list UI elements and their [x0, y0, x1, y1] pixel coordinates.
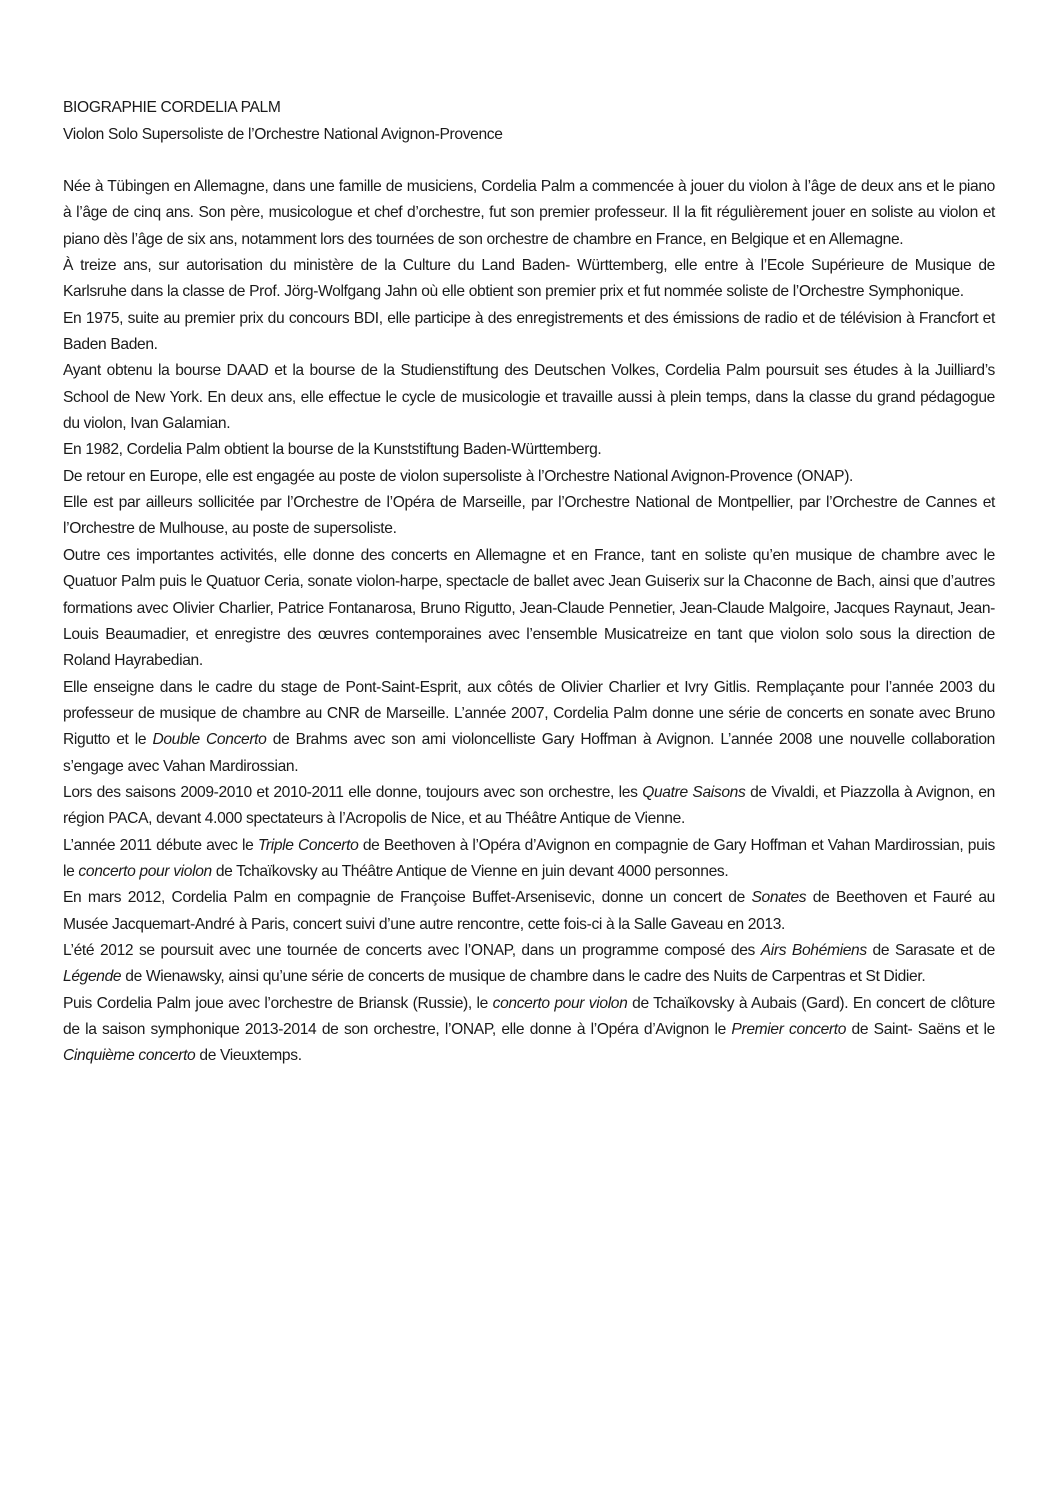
biography-paragraph: [63, 358, 995, 437]
biography-paragraph: [63, 490, 995, 543]
biography-paragraph: [63, 885, 995, 938]
biography-paragraph: [63, 437, 995, 463]
italic-work-title: Airs Bohémiens: [760, 941, 867, 959]
spacer: [63, 148, 995, 174]
italic-work-title: Double Concerto: [152, 731, 267, 749]
paragraph-text: de Beethoven à l’Opéra d’Avignon en compagnie de Gary Hoffman et Vahan Mardirossian, puis le: [63, 836, 995, 880]
paragraph-text: L’été 2012 se poursuit avec une tournée de concerts avec l’ONAP, dans un programme composé des: [63, 941, 761, 959]
biography-paragraph: [63, 174, 995, 253]
paragraph-text: De retour en Europe, elle est engagée au poste de violon supersoliste à l’Orchestre National Avignon-Provence (ONAP).: [63, 467, 854, 485]
biography-paragraph: [63, 991, 995, 1070]
paragraph-text: Outre ces importantes activités, elle donne des concerts en Allemagne et en France, tant en soliste qu’en musique de chambre avec le Quatuor Palm puis le Quatuor Ceria, sonate violon-harpe, spectacle de ballet avec Jean Guiserix sur la Chaconne de Bach, ainsi que d’autres formations avec Olivier Charlier, Patrice Fontanarosa, Bruno Rigutto, Jean-Claude Pennetier, Jean-Claude Malgoire, Jacques Raynaut, Jean-Louis Beaumadier, et enregistre des œuvres contemporaines avec l’ensemble Musicatreize en tant que violon solo sous la direction de Roland Hayrabedian.: [63, 546, 995, 670]
paragraph-text: Elle est par ailleurs sollicitée par l’Orchestre de l’Opéra de Marseille, par l’Orchestre National de Montpellier, par l’Orchestre de Cannes et l’Orchestre de Mulhouse, au poste de supersoliste.: [63, 494, 995, 538]
biography-paragraph: [63, 938, 995, 991]
paragraph-text: Elle enseigne dans le cadre du stage de Pont-Saint-Esprit, aux côtés de Olivier Charlier et Ivry Gitlis. Remplaçante pour l’année 2003 du professeur de musique de chambre au CNR de Marseille. L’année 2007, Cordelia Palm donne une série de concerts en sonate avec Bruno Rigutto et le: [63, 678, 995, 749]
paragraph-text: Ayant obtenu la bourse DAAD et la bourse de la Studienstiftung des Deutschen Volkes, Cordelia Palm poursuit ses études à la Juilliard’s School de New York. En deux ans, elle effectue le cycle de musicologie et travaille aussi à plein temps, dans la classe du grand pédagogue du violon, Ivan Galamian.: [63, 362, 995, 433]
italic-work-title: Premier concerto: [731, 1021, 847, 1038]
italic-work-title: concerto pour violon: [492, 994, 628, 1012]
biography-paragraph: [63, 306, 995, 359]
italic-work-title: concerto pour violon: [78, 862, 212, 880]
paragraph-text: L’année 2011 débute avec le: [63, 836, 258, 854]
paragraph-text: À treize ans, sur autorisation du ministère de la Culture du Land Baden- Württemberg, elle entre à l’Ecole Supérieure de Musique de Karlsruhe dans la classe de Prof. Jörg-Wolfgang Jahn où elle obtient son premier prix et fut nommée soliste de l’Orchestre Symphonique.: [63, 257, 995, 301]
paragraph-text: de Saint- Saëns et le: [846, 1021, 995, 1038]
italic-work-title: Sonates: [751, 889, 807, 907]
biography-paragraph: [63, 464, 995, 490]
italic-work-title: Cinquième concerto: [63, 1047, 196, 1065]
document-page: [63, 95, 995, 1070]
paragraph-text: de Vivaldi, et Piazzolla à Avignon, en région PACA, devant 4.000 spectateurs à l’Acropolis de Nice, et au Théâtre Antique de Vienne.: [63, 783, 995, 828]
paragraph-text: En 1982, Cordelia Palm obtient la bourse de la Kunststiftung Baden-Württemberg.: [63, 441, 602, 459]
biography-paragraph: [63, 780, 995, 833]
document-subtitle: Violon Solo Supersoliste de l’Orchestre National Avignon-Provence: [63, 125, 503, 143]
paragraph-text: Puis Cordelia Palm joue avec l’orchestre de Briansk (Russie), le: [63, 994, 493, 1012]
paragraph-text: En 1975, suite au premier prix du concours BDI, elle participe à des enregistrements et des émissions de radio et de télévision à Francfort et Baden Baden.: [63, 309, 995, 354]
biography-paragraph: [63, 253, 995, 306]
document-title: BIOGRAPHIE CORDELIA PALM: [63, 99, 281, 116]
paragraph-text: Lors des saisons 2009-2010 et 2010-2011 elle donne, toujours avec son orchestre, les: [63, 783, 643, 801]
italic-work-title: Triple Concerto: [257, 836, 359, 854]
italic-work-title: Quatre Saisons: [642, 783, 746, 801]
paragraph-text: Née à Tübingen en Allemagne, dans une famille de musiciens, Cordelia Palm a commencée à jouer du violon à l’âge de deux ans et le piano à l’âge de cinq ans. Son père, musicologue et chef d’orchestre, fut son premier professeur. Il la fit régulièrement jouer en soliste au violon et piano dès l’âge de six ans, notamment lors des tournées de son orchestre de chambre en France, en Belgique et en Allemagne.: [63, 178, 995, 248]
biography-paragraph: [63, 543, 995, 675]
paragraph-text: de Beethoven et Fauré au Musée Jacquemart-André à Paris, concert suivi d’une autre rencontre, cette fois-ci à la Salle Gaveau en 2013.: [63, 889, 995, 933]
biography-paragraph: [63, 675, 995, 780]
paragraph-text: de Sarasate et de: [866, 941, 995, 959]
paragraph-text: de Tchaïkovsky à Aubais (Gard). En concert de clôture de la saison symphonique 2013-2014 de son orchestre, l’ONAP, elle donne à l’Opéra d’Avignon le: [63, 994, 995, 1038]
paragraph-text: de Brahms avec son ami violoncelliste Gary Hoffman à Avignon. L’année 2008 une nouvelle collaboration s’engage avec Vahan Mardirossian.: [63, 731, 995, 775]
paragraph-text: En mars 2012, Cordelia Palm en compagnie de Françoise Buffet-Arsenisevic, donne un concert de: [63, 889, 752, 907]
biography-paragraph: [63, 833, 995, 886]
paragraph-text: de Wienawsky, ainsi qu’une série de concerts de musique de chambre dans le cadre des Nuits de Carpentras et St Didier.: [121, 968, 926, 986]
italic-work-title: Légende: [63, 968, 122, 986]
biography-body: [63, 174, 995, 1070]
paragraph-text: de Vieuxtemps.: [195, 1047, 302, 1065]
paragraph-text: de Tchaïkovsky au Théâtre Antique de Vienne en juin devant 4000 personnes.: [211, 862, 729, 880]
